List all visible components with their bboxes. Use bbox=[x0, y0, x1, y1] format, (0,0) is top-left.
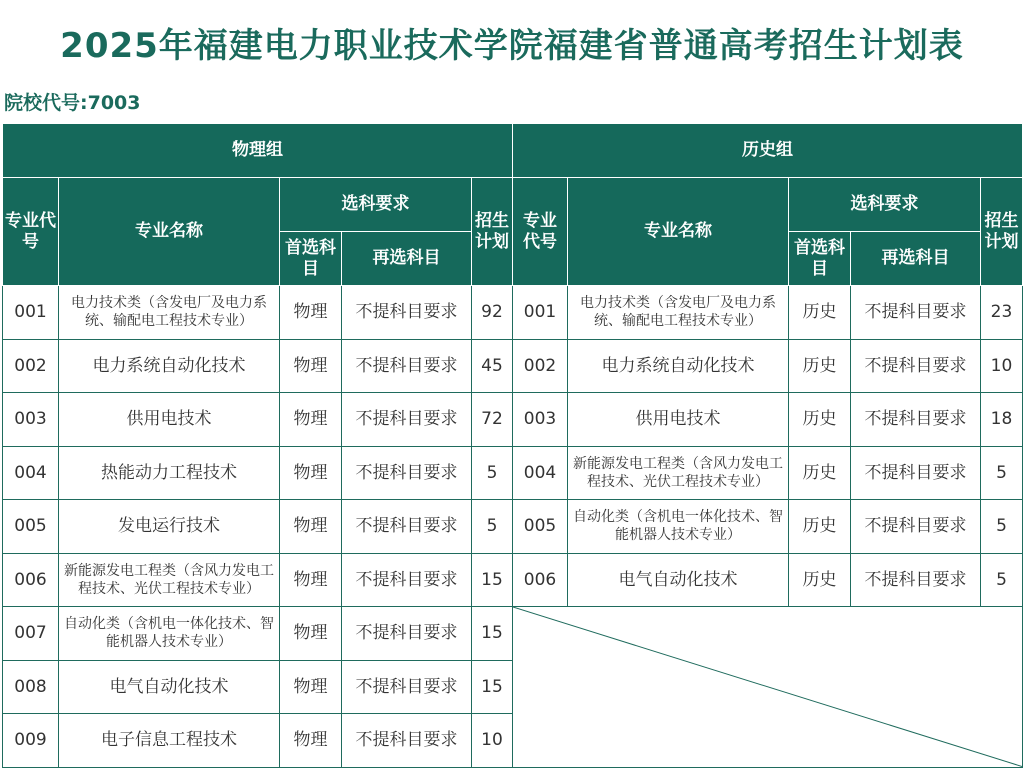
plan-count-cell: 10 bbox=[472, 714, 513, 768]
table-row bbox=[3, 553, 513, 607]
plan-count-cell: 15 bbox=[472, 660, 513, 714]
major-name-cell: 电力系统自动化技术 bbox=[59, 339, 280, 393]
first-subject-cell: 物理 bbox=[280, 393, 342, 447]
name-header: 专业名称 bbox=[59, 178, 280, 286]
first-subject-cell: 物理 bbox=[280, 553, 342, 607]
table-row bbox=[3, 500, 513, 554]
major-code-cell: 003 bbox=[3, 393, 59, 447]
table-row bbox=[513, 553, 1023, 607]
second-subject-cell: 不提科目要求 bbox=[851, 286, 981, 340]
table-row bbox=[513, 446, 1023, 500]
plan-count-cell: 15 bbox=[472, 607, 513, 661]
major-name-cell: 电气自动化技术 bbox=[568, 553, 789, 607]
table-row bbox=[3, 393, 513, 447]
major-name-cell: 供用电技术 bbox=[59, 393, 280, 447]
first-subject-cell: 物理 bbox=[280, 339, 342, 393]
table-row bbox=[3, 607, 513, 661]
first-subject-cell: 历史 bbox=[789, 446, 851, 500]
major-code-cell: 009 bbox=[3, 714, 59, 768]
table-row bbox=[513, 286, 1023, 340]
major-code-cell: 005 bbox=[3, 500, 59, 554]
second-subject-cell: 不提科目要求 bbox=[851, 339, 981, 393]
major-name-cell: 电力技术类（含发电厂及电力系统、输配电工程技术专业） bbox=[568, 286, 789, 340]
second-subject-cell: 不提科目要求 bbox=[342, 286, 472, 340]
major-name-cell: 电气自动化技术 bbox=[59, 660, 280, 714]
second-subject-header: 再选科目 bbox=[851, 232, 981, 286]
first-subject-cell: 物理 bbox=[280, 714, 342, 768]
major-name-cell: 供用电技术 bbox=[568, 393, 789, 447]
major-code-cell: 004 bbox=[513, 446, 568, 500]
major-name-cell: 自动化类（含机电一体化技术、智能机器人技术专业） bbox=[59, 607, 280, 661]
table-row bbox=[513, 339, 1023, 393]
first-subject-cell: 物理 bbox=[280, 286, 342, 340]
plan-header: 招生计划 bbox=[981, 178, 1023, 286]
first-subject-cell: 历史 bbox=[789, 553, 851, 607]
plan-count-cell: 5 bbox=[981, 553, 1023, 607]
major-name-cell: 发电运行技术 bbox=[59, 500, 280, 554]
major-code-cell: 001 bbox=[3, 286, 59, 340]
second-subject-cell: 不提科目要求 bbox=[342, 660, 472, 714]
name-header: 专业名称 bbox=[568, 178, 789, 286]
major-code-cell: 002 bbox=[3, 339, 59, 393]
plan-count-cell: 5 bbox=[981, 446, 1023, 500]
first-subject-cell: 物理 bbox=[280, 660, 342, 714]
major-code-cell: 005 bbox=[513, 500, 568, 554]
major-name-cell: 自动化类（含机电一体化技术、智能机器人技术专业） bbox=[568, 500, 789, 554]
first-subject-cell: 物理 bbox=[280, 446, 342, 500]
page-title: 2025年福建电力职业技术学院福建省普通高考招生计划表 bbox=[60, 26, 964, 66]
table-row bbox=[3, 660, 513, 714]
first-subject-cell: 历史 bbox=[789, 286, 851, 340]
first-subject-cell: 物理 bbox=[280, 500, 342, 554]
plan-header: 招生计划 bbox=[472, 178, 513, 286]
second-subject-cell: 不提科目要求 bbox=[342, 553, 472, 607]
major-code-cell: 001 bbox=[513, 286, 568, 340]
second-subject-cell: 不提科目要求 bbox=[851, 393, 981, 447]
major-code-cell: 008 bbox=[3, 660, 59, 714]
plan-count-cell: 5 bbox=[472, 446, 513, 500]
second-subject-cell: 不提科目要求 bbox=[342, 714, 472, 768]
second-subject-cell: 不提科目要求 bbox=[342, 393, 472, 447]
table-row bbox=[513, 393, 1023, 447]
plan-count-cell: 5 bbox=[472, 500, 513, 554]
physics-rows bbox=[3, 286, 513, 768]
first-subject-cell: 历史 bbox=[789, 339, 851, 393]
first-subject-cell: 历史 bbox=[789, 500, 851, 554]
table-row bbox=[3, 339, 513, 393]
second-subject-cell: 不提科目要求 bbox=[851, 553, 981, 607]
code-header: 专业代号 bbox=[3, 178, 59, 286]
plan-count-cell: 45 bbox=[472, 339, 513, 393]
major-name-cell: 电力技术类（含发电厂及电力系统、输配电工程技术专业） bbox=[59, 286, 280, 340]
plan-count-cell: 10 bbox=[981, 339, 1023, 393]
subject-req-header: 选科要求 bbox=[280, 178, 472, 232]
major-name-cell: 电子信息工程技术 bbox=[59, 714, 280, 768]
major-code-cell: 006 bbox=[3, 553, 59, 607]
history-group-header: 历史组 bbox=[513, 124, 1023, 178]
major-name-cell: 新能源发电工程类（含风力发电工程技术、光伏工程技术专业） bbox=[59, 553, 280, 607]
second-subject-cell: 不提科目要求 bbox=[851, 500, 981, 554]
subject-req-header: 选科要求 bbox=[789, 178, 981, 232]
plan-count-cell: 92 bbox=[472, 286, 513, 340]
major-name-cell: 新能源发电工程类（含风力发电工程技术、光伏工程技术专业） bbox=[568, 446, 789, 500]
history-table bbox=[512, 123, 1023, 768]
second-subject-cell: 不提科目要求 bbox=[342, 446, 472, 500]
table-row bbox=[513, 500, 1023, 554]
second-subject-cell: 不提科目要求 bbox=[851, 446, 981, 500]
empty-row bbox=[513, 607, 1023, 768]
plan-count-cell: 5 bbox=[981, 500, 1023, 554]
diagonal-line bbox=[513, 607, 1022, 767]
code-header: 专业代号 bbox=[513, 178, 568, 286]
second-subject-cell: 不提科目要求 bbox=[342, 607, 472, 661]
plan-count-cell: 23 bbox=[981, 286, 1023, 340]
plan-count-cell: 15 bbox=[472, 553, 513, 607]
empty-cell bbox=[513, 607, 1023, 768]
table-row bbox=[3, 286, 513, 340]
second-subject-header: 再选科目 bbox=[342, 232, 472, 286]
major-code-cell: 006 bbox=[513, 553, 568, 607]
major-code-cell: 002 bbox=[513, 339, 568, 393]
first-subject-cell: 历史 bbox=[789, 393, 851, 447]
first-subject-header: 首选科目 bbox=[789, 232, 851, 286]
major-code-cell: 007 bbox=[3, 607, 59, 661]
second-subject-cell: 不提科目要求 bbox=[342, 500, 472, 554]
second-subject-cell: 不提科目要求 bbox=[342, 339, 472, 393]
plan-count-cell: 72 bbox=[472, 393, 513, 447]
school-code: 院校代号:7003 bbox=[4, 92, 141, 114]
first-subject-header: 首选科目 bbox=[280, 232, 342, 286]
history-rows bbox=[513, 286, 1023, 768]
major-name-cell: 电力系统自动化技术 bbox=[568, 339, 789, 393]
table-row bbox=[3, 446, 513, 500]
physics-table bbox=[2, 123, 513, 768]
major-code-cell: 004 bbox=[3, 446, 59, 500]
first-subject-cell: 物理 bbox=[280, 607, 342, 661]
plan-count-cell: 18 bbox=[981, 393, 1023, 447]
major-name-cell: 热能动力工程技术 bbox=[59, 446, 280, 500]
major-code-cell: 003 bbox=[513, 393, 568, 447]
physics-group-header: 物理组 bbox=[3, 124, 513, 178]
table-row bbox=[3, 714, 513, 768]
